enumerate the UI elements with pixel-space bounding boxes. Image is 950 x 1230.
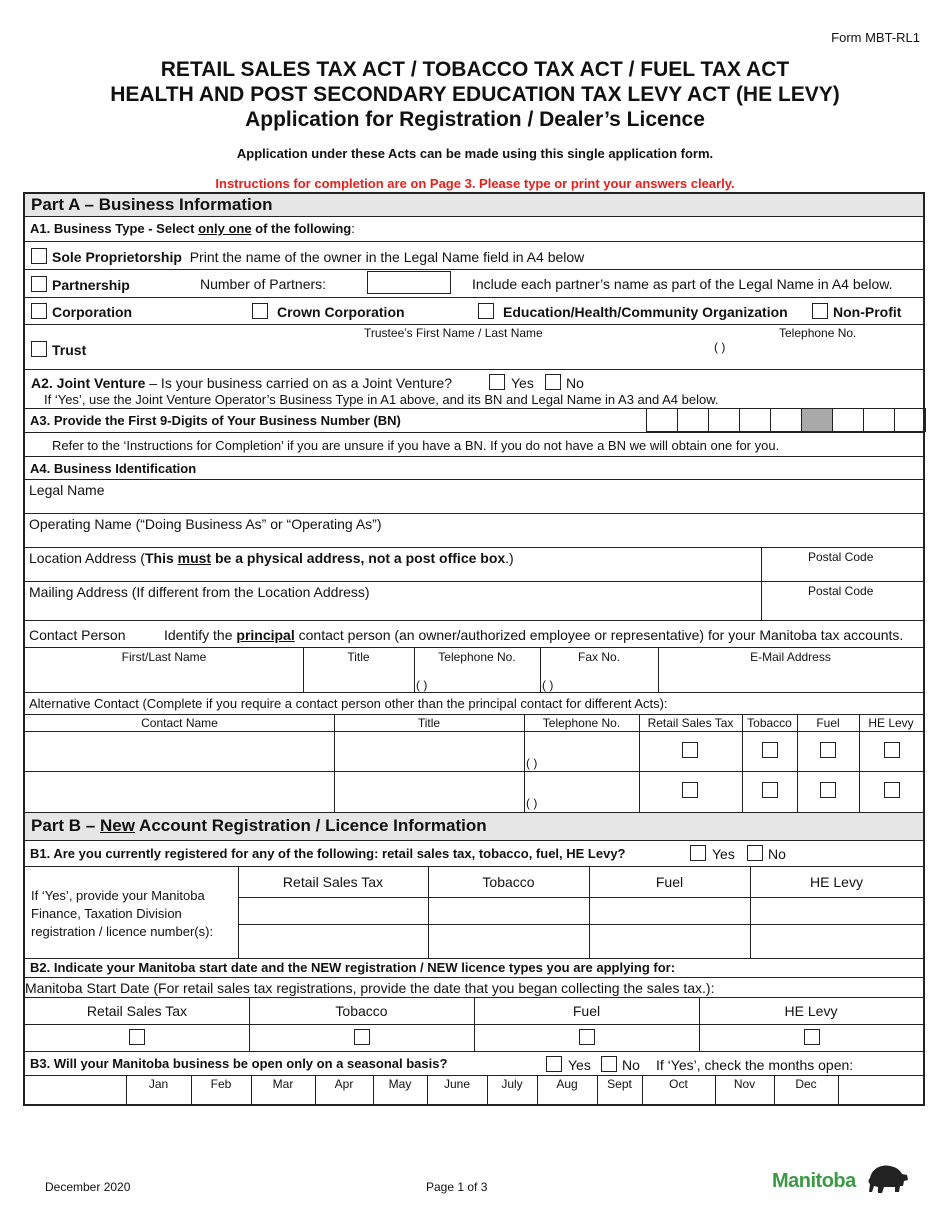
start-date-label: Manitoba Start Date (For retail sales tax registrations, provide the date that you began collecting the sales tax.):: [25, 980, 715, 996]
partnership-note: Include each partner’s name as part of the Legal Name in A4 below.: [472, 276, 893, 292]
b1-label: B1. Are you currently registered for any of the following: retail sales tax, tobacco, fuel, HE Levy?: [30, 846, 626, 861]
b2-rst-checkbox[interactable]: [129, 1029, 145, 1045]
alt-col-fuel: Fuel: [816, 716, 840, 730]
trustee-name-label: Trustee’s First Name / Last Name: [364, 326, 543, 340]
alt1-tobacco-checkbox[interactable]: [762, 742, 778, 758]
part-b-header: [25, 813, 923, 840]
a2-yes-label: Yes: [511, 375, 534, 391]
b2-col-he-levy: HE Levy: [784, 1003, 838, 1019]
a2-label: A2. Joint Venture: [31, 375, 146, 391]
partnership-label: Partnership: [52, 277, 130, 293]
month-jan[interactable]: Jan: [148, 1077, 169, 1091]
b3-months-label: If ‘Yes’, check the months open:: [656, 1057, 854, 1073]
manitoba-logo: [772, 1162, 912, 1198]
alt-col-he-levy: HE Levy: [868, 716, 914, 730]
b1-no-checkbox[interactable]: [747, 845, 763, 861]
operating-name-label: Operating Name (“Doing Business As” or “Operating As”): [29, 516, 382, 532]
alt-contact-label: Alternative Contact (Complete if you require a contact person other than the principal contact for different Acts):: [29, 696, 668, 711]
contact-identify-text: [164, 627, 903, 643]
a1-label: [30, 221, 355, 236]
alt1-fuel-checkbox[interactable]: [820, 742, 836, 758]
bn-digit-box[interactable]: [646, 408, 678, 432]
b1-yes-checkbox[interactable]: [690, 845, 706, 861]
a3-label: A3. Provide the First 9-Digits of Your Business Number (BN): [30, 413, 401, 428]
bn-digit-box[interactable]: [677, 408, 709, 432]
bn-digit-fields: [646, 408, 925, 432]
b1-rst-number-2[interactable]: [239, 925, 428, 957]
footer-page: Page 1 of 3: [426, 1180, 488, 1194]
location-postal-code-label: Postal Code: [808, 550, 874, 564]
trust-label: Trust: [52, 342, 87, 358]
corporation-label: Corporation: [52, 304, 133, 320]
sole-proprietorship-label: Sole Proprietorship: [52, 249, 182, 265]
part-b-heading-new: New: [99, 816, 135, 835]
alt2-rst-checkbox[interactable]: [682, 782, 698, 798]
months-row: [25, 1075, 923, 1105]
contact-col-phone: Telephone No.: [438, 650, 516, 664]
trust-phone-paren: ( ): [714, 340, 726, 354]
a2-no-label: No: [566, 375, 584, 391]
alt1-he-levy-checkbox[interactable]: [884, 742, 900, 758]
b1-col-rst: Retail Sales Tax: [282, 874, 384, 890]
part-b-heading: [31, 816, 487, 836]
alt1-phone-paren: ( ): [526, 756, 538, 770]
sole-proprietorship-note: Print the name of the owner in the Legal Name field in A4 below: [189, 249, 585, 265]
b1-col-tobacco: Tobacco: [482, 874, 535, 890]
bn-digit-box[interactable]: [863, 408, 895, 432]
a2-no-checkbox[interactable]: [545, 374, 561, 390]
a1-only-one: only one: [198, 221, 252, 236]
bison-icon: [866, 1162, 910, 1196]
bn-separator: [801, 408, 833, 432]
month-divider: [838, 1075, 839, 1105]
month-mar[interactable]: Mar: [272, 1077, 294, 1091]
corporation-checkbox[interactable]: [31, 303, 47, 319]
b1-note: If ‘Yes’, provide your Manitoba Finance, Taxation Division registration / licence number(s):: [31, 888, 214, 939]
month-july[interactable]: July: [501, 1077, 523, 1091]
alt2-fuel-checkbox[interactable]: [820, 782, 836, 798]
location-bold1: This: [144, 550, 178, 566]
trust-phone-label: Telephone No.: [779, 326, 857, 340]
b3-label: B3. Will your Manitoba business be open only on a seasonal basis?: [30, 1056, 448, 1071]
contact-col-fax: Fax No.: [577, 650, 620, 664]
month-june[interactable]: June: [443, 1077, 471, 1091]
mailing-address-label: Mailing Address (If different from the Location Address): [29, 584, 370, 600]
b1-yes-label: Yes: [712, 846, 735, 862]
alt-col-rst: Retail Sales Tax: [647, 716, 734, 730]
sole-proprietorship-checkbox[interactable]: [31, 248, 47, 264]
logo-wordmark: Manitoba: [772, 1170, 856, 1192]
non-profit-label: Non-Profit: [833, 304, 902, 320]
crown-corporation-checkbox[interactable]: [252, 303, 268, 319]
contact-col-name: First/Last Name: [121, 650, 207, 664]
number-of-partners-field[interactable]: [367, 271, 451, 294]
identify-post: contact person (an owner/authorized employee or representative) for your Manitoba tax accounts.: [294, 627, 904, 643]
identify-principal: principal: [236, 627, 295, 643]
instructions-text: Instructions for completion are on Page 3. Please type or print your answers clearly.: [215, 176, 735, 191]
contact-person-label: Contact Person: [29, 627, 126, 643]
alt2-phone-paren: ( ): [526, 796, 538, 810]
location-bold2: be a physical address, not a post office box: [211, 550, 506, 566]
a2-text: – Is your business carried on as a Joint Venture?: [145, 375, 452, 391]
education-health-label: Education/Health/Community Organization: [503, 304, 788, 320]
b3-no-label: No: [622, 1057, 640, 1073]
part-b-heading-pre: Part B –: [31, 816, 100, 835]
contact-fax-paren: ( ): [542, 678, 554, 692]
month-may[interactable]: May: [388, 1077, 412, 1091]
b2-col-tobacco: Tobacco: [335, 1003, 388, 1019]
education-health-checkbox[interactable]: [478, 303, 494, 319]
a4-label: A4. Business Identification: [30, 461, 197, 476]
alt-col-tobacco: Tobacco: [747, 716, 792, 730]
alt-col-title: Title: [417, 716, 441, 730]
b1-col-he-levy: HE Levy: [810, 874, 863, 890]
a1-suffix: of the following: [251, 221, 352, 236]
contact-col-email: E-Mail Address: [750, 650, 831, 664]
trust-checkbox[interactable]: [31, 341, 47, 357]
b1-col-fuel: Fuel: [655, 874, 684, 890]
location-address-label: [29, 550, 514, 566]
part-a-header: [25, 194, 923, 216]
month-aug[interactable]: Aug: [556, 1077, 578, 1091]
a2-label-row: [31, 375, 452, 391]
part-a-heading: Part A – Business Information: [31, 195, 273, 214]
month-nov[interactable]: Nov: [733, 1077, 756, 1091]
crown-corporation-label: Crown Corporation: [277, 304, 405, 320]
part-b-heading-post: Account Registration / Licence Information: [134, 816, 487, 835]
b3-yes-checkbox[interactable]: [546, 1056, 562, 1072]
contact-phone-paren: ( ): [416, 678, 428, 692]
footer-date: December 2020: [45, 1180, 131, 1194]
partnership-checkbox[interactable]: [31, 276, 47, 292]
bn-digit-box[interactable]: [708, 408, 740, 432]
month-oct[interactable]: Oct: [669, 1077, 688, 1091]
a1-colon: :: [351, 221, 355, 236]
mailing-postal-code-label: Postal Code: [808, 584, 874, 598]
month-dec[interactable]: Dec: [795, 1077, 817, 1091]
b2-fuel-checkbox[interactable]: [579, 1029, 595, 1045]
a3-note: Refer to the ‘Instructions for Completion’ if you are unsure if you have a BN. If you do not have a BN we will obtain one for you.: [52, 438, 780, 453]
month-apr[interactable]: Apr: [334, 1077, 354, 1091]
b2-label: B2. Indicate your Manitoba start date and the NEW registration / NEW licence types you are applying for:: [30, 960, 676, 975]
bn-digit-box[interactable]: [770, 408, 802, 432]
a1-prefix: A1. Business Type - Select: [30, 221, 199, 236]
bn-digit-box[interactable]: [894, 408, 926, 432]
alt1-rst-checkbox[interactable]: [682, 742, 698, 758]
b1-rst-number-1[interactable]: [239, 898, 428, 924]
location-must: must: [177, 550, 212, 566]
b2-tobacco-checkbox[interactable]: [354, 1029, 370, 1045]
identify-pre: Identify the: [164, 627, 237, 643]
bn-digit-box[interactable]: [739, 408, 771, 432]
b2-col-rst: Retail Sales Tax: [86, 1003, 188, 1019]
b1-no-label: No: [768, 846, 786, 862]
title-line-2: HEALTH AND POST SECONDARY EDUCATION TAX LEVY ACT (HE LEVY): [110, 83, 840, 106]
form-id: Form MBT-RL1: [831, 30, 920, 45]
b3-no-checkbox[interactable]: [601, 1056, 617, 1072]
page-title: [0, 57, 950, 132]
operating-name-field[interactable]: [25, 516, 923, 546]
month-feb[interactable]: Feb: [210, 1077, 232, 1091]
alt-col-name: Contact Name: [141, 716, 218, 730]
title-line-1: RETAIL SALES TAX ACT / TOBACCO TAX ACT / FUEL TAX ACT: [160, 58, 790, 81]
alt-col-phone: Telephone No.: [542, 716, 621, 730]
location-pre: Location Address (: [29, 550, 145, 566]
month-sept[interactable]: Sept: [607, 1077, 632, 1091]
alt2-tobacco-checkbox[interactable]: [762, 782, 778, 798]
a2-yes-checkbox[interactable]: [489, 374, 505, 390]
location-post: .): [505, 550, 514, 566]
bn-digit-box[interactable]: [832, 408, 864, 432]
b2-he-levy-checkbox[interactable]: [804, 1029, 820, 1045]
sole-proprietorship-row: [52, 249, 584, 265]
non-profit-checkbox[interactable]: [812, 303, 828, 319]
legal-name-field[interactable]: [25, 482, 923, 512]
title-line-3: Application for Registration / Dealer’s Licence: [245, 108, 705, 131]
number-of-partners-label: Number of Partners:: [200, 276, 327, 292]
legal-name-label: Legal Name: [29, 482, 105, 498]
a2-note: If ‘Yes’, use the Joint Venture Operator’s Business Type in A1 above, and its BN and Legal Name in A3 and A4 below.: [44, 392, 719, 407]
b2-col-fuel: Fuel: [572, 1003, 601, 1019]
b3-yes-label: Yes: [568, 1057, 591, 1073]
contact-col-title: Title: [347, 650, 370, 664]
subtitle: Application under these Acts can be made using this single application form.: [236, 146, 714, 161]
alt2-he-levy-checkbox[interactable]: [884, 782, 900, 798]
